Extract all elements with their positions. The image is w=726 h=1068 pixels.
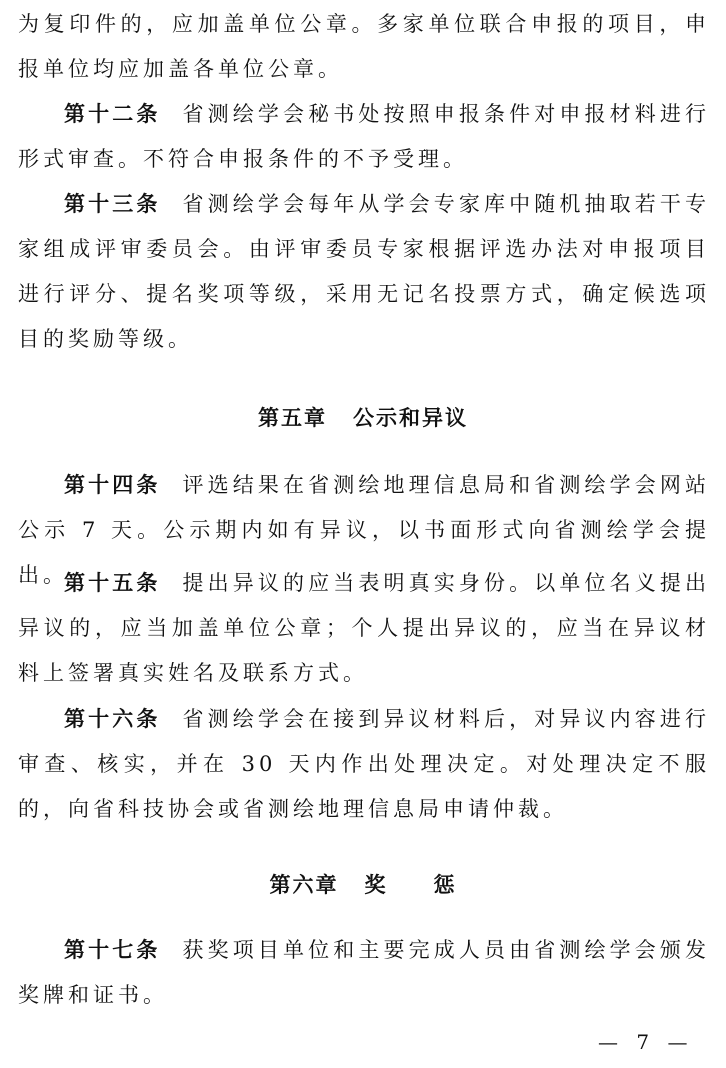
article-15-label: 第十五条 [64,571,161,595]
article-17-label: 第十七条 [64,938,161,962]
article-16 [18,697,710,832]
chapter-6-title: 奖 惩 [364,873,457,897]
article-14-text: 评选结果在省测绘地理信息局和省测绘学会网站公示 7 天。公示期内如有异议，以书面形式向省测绘学会提出。 [18,473,710,587]
page-number: — 7 — [598,1030,694,1054]
chapter-6-number: 第六章 [269,873,339,897]
chapter-6-heading [0,869,726,899]
article-14-label: 第十四条 [64,473,161,497]
article-13 [18,182,710,362]
chapter-5-number: 第五章 [258,406,327,430]
chapter-5-heading [0,402,726,432]
article-16-text: 省测绘学会在接到异议材料后，对异议内容进行审查、核实，并在 30 天内作出处理决定。对处理决定不服的，向省科技协会或省测绘地理信息局申请仲裁。 [18,707,710,821]
article-12 [18,92,710,182]
article-17-text: 获奖项目单位和主要完成人员由省测绘学会颁发奖牌和证书。 [18,938,710,1007]
article-15-text: 提出异议的应当表明真实身份。以单位名义提出异议的，应当加盖单位公章；个人提出异议的，应当在异议材料上签署真实姓名及联系方式。 [18,571,710,685]
article-17 [18,928,710,1018]
article-13-text: 省测绘学会每年从学会专家库中随机抽取若干专家组成评审委员会。由评审委员专家根据评选办法对申报项目进行评分、提名奖项等级，采用无记名投票方式，确定候选项目的奖励等级。 [18,192,710,351]
article-13-label: 第十三条 [64,192,161,216]
article-12-text: 省测绘学会秘书处按照申报条件对申报材料进行形式审查。不符合申报条件的不予受理。 [18,102,710,171]
chapter-5-title: 公示和异议 [353,406,468,430]
article-15 [18,561,710,696]
intro-text: 为复印件的，应加盖单位公章。多家单位联合申报的项目，申报单位均应加盖各单位公章。 [18,12,710,81]
article-16-label: 第十六条 [64,707,161,731]
intro-paragraph [18,2,710,92]
article-12-label: 第十二条 [64,102,161,126]
